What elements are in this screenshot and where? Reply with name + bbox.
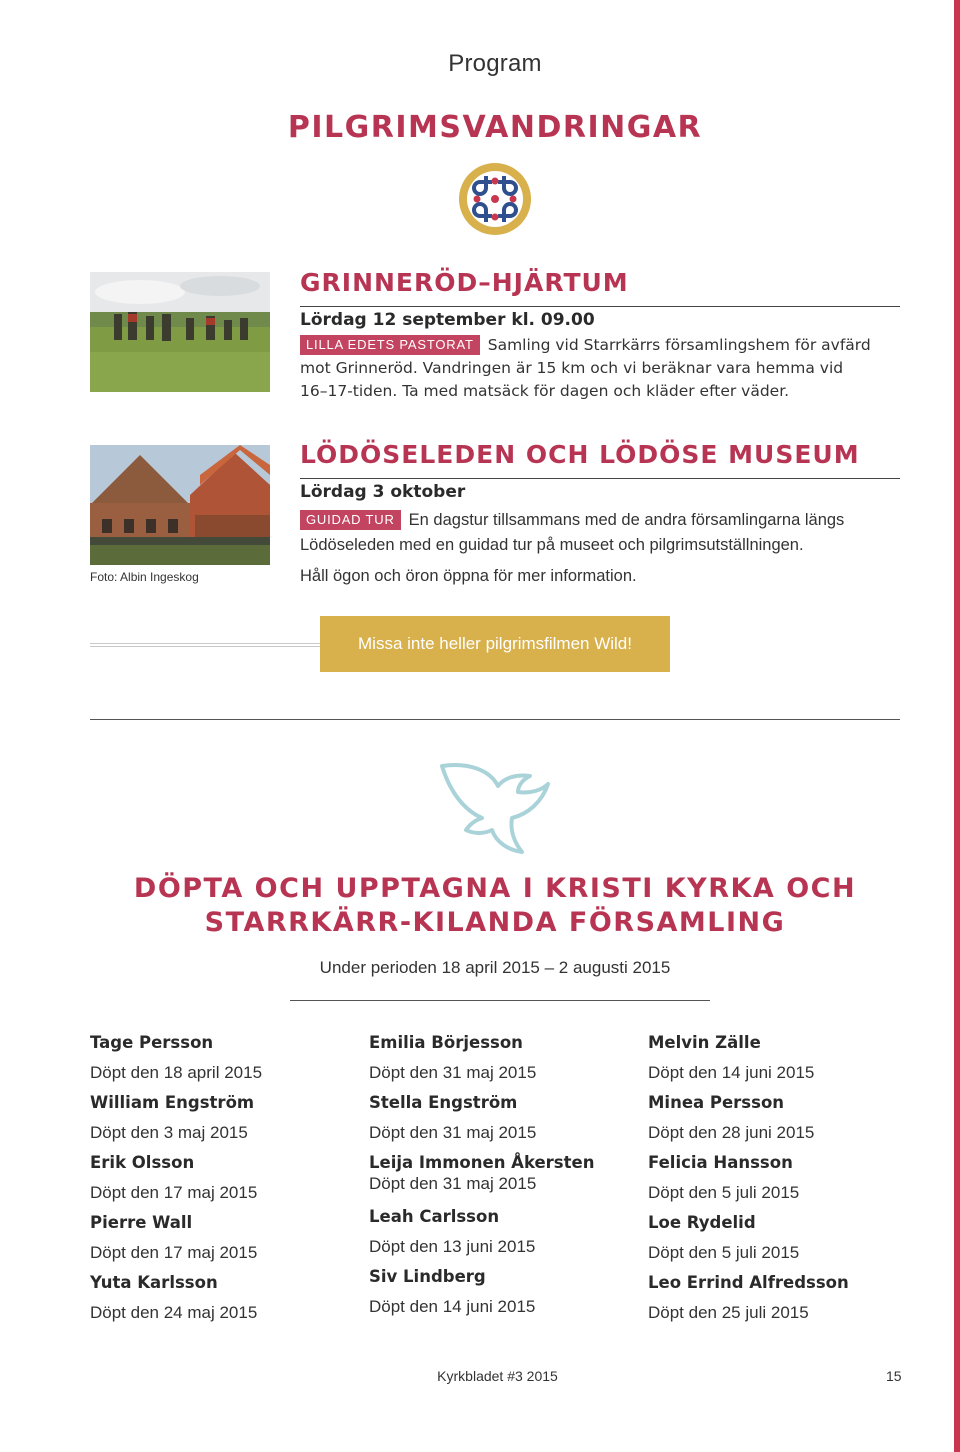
event2-date: Lördag 3 oktober: [300, 482, 466, 502]
period-rule: [290, 1000, 710, 1001]
hikers-photo: [90, 272, 270, 392]
baptisms-title: DÖPTA OCH UPPTAGNA I KRISTI KYRKA OCH STARRKÄRR-KILANDA FÖRSAMLING: [133, 873, 857, 938]
baptism-entry: Felicia Hansson Döpt den 5 juli 2015: [648, 1153, 800, 1202]
baptism-entry: Leah Carlsson Döpt den 13 juni 2015: [369, 1207, 536, 1256]
baptism-column-1: [90, 1028, 360, 1328]
film-notice-line: [90, 643, 322, 647]
event2-tag: GUIDAD TUR: [300, 510, 401, 530]
baptism-entry: Pierre Wall Döpt den 17 maj 2015: [90, 1213, 258, 1262]
baptism-entry: Yuta Karlsson Döpt den 24 maj 2015: [90, 1273, 258, 1322]
baptism-entry: Erik Olsson Döpt den 17 maj 2015: [90, 1153, 258, 1202]
event1-rule: [300, 306, 900, 307]
event1-title: GRINNERÖD–HJÄRTUM: [300, 268, 629, 297]
pilgrim-emblem-icon: [458, 162, 532, 236]
film-notice: Missa inte heller pilgrimsfilmen Wild!: [320, 616, 670, 672]
section-divider: [90, 719, 900, 720]
footer-publication: Kyrkbladet #3 2015: [437, 1368, 558, 1384]
section-label: Program: [448, 50, 542, 77]
baptisms-period: Under perioden 18 april 2015 – 2 augusti 2015: [319, 958, 671, 977]
page-edge-stripe: [954, 0, 960, 1452]
page-number: 15: [886, 1368, 902, 1384]
baptism-column-3: [648, 1028, 918, 1328]
photo-credit: Foto: Albin Ingeskog: [90, 570, 199, 584]
baptism-entry: Melvin Zälle Döpt den 14 juni 2015: [648, 1033, 815, 1082]
baptism-entry: Tage Persson Döpt den 18 april 2015: [90, 1033, 263, 1082]
baptism-entry: Leija Immonen Åkersten Döpt den 31 maj 2015: [369, 1153, 595, 1193]
baptism-entry: Stella Engström Döpt den 31 maj 2015: [369, 1093, 537, 1142]
baptism-entry: Leo Errind Alfredsson Döpt den 25 juli 2015: [648, 1273, 849, 1322]
baptism-entry: Emilia Börjesson Döpt den 31 maj 2015: [369, 1033, 537, 1082]
baptism-entry: Minea Persson Döpt den 28 juni 2015: [648, 1093, 815, 1142]
dove-icon: [438, 760, 550, 856]
event2-title: LÖDÖSELEDEN OCH LÖDÖSE MUSEUM: [300, 440, 860, 469]
baptism-entry: Siv Lindberg Döpt den 14 juni 2015: [369, 1267, 536, 1316]
baptism-entry: Loe Rydelid Döpt den 5 juli 2015: [648, 1213, 800, 1262]
page-title: PILGRIMSVANDRINGAR: [287, 110, 703, 145]
baptism-entry: William Engström Döpt den 3 maj 2015: [90, 1093, 255, 1142]
event1-tag: LILLA EDETS PASTORAT: [300, 335, 480, 355]
event1-body: LILLA EDETS PASTORAT Samling vid Starrkärrs församlingshem för avfärd mot Grinneröd. Vandringen är 15 km och vi beräknar vara hemma vid 16–17-tiden. Ta med matsäck för dagen och kläder efter väder.: [300, 336, 871, 400]
event2-rule: [300, 478, 900, 479]
baptism-column-2: [369, 1028, 639, 1322]
event1-date: Lördag 12 september kl. 09.00: [300, 310, 595, 330]
museum-photo: [90, 445, 270, 565]
event2-body: GUIDAD TUR En dagstur tillsammans med de andra församlingarna längs Lödöseleden med en guidad tur på museet och pilgrimsutställningen. Håll ögon och öron öppna för mer information.: [300, 511, 845, 585]
